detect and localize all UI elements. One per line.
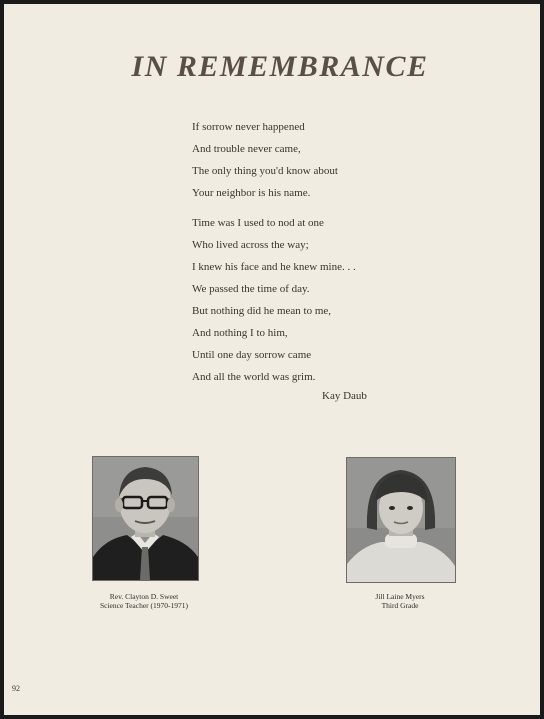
poem-line: Who lived across the way; [192, 239, 309, 251]
poem-line: And nothing I to him, [192, 327, 288, 339]
poem-author: Kay Daub [322, 390, 367, 402]
memorial-name: Rev. Clayton D. Sweet [109, 592, 179, 601]
poem-stanza [192, 212, 356, 388]
poem-line: Your neighbor is his name. [192, 187, 311, 199]
portrait-caption [74, 592, 214, 610]
poem-line: The only thing you'd know about [192, 165, 338, 177]
portrait-caption [330, 592, 470, 610]
poem [192, 116, 356, 388]
poem-line: I knew his face and he knew mine. . . [192, 261, 356, 273]
poem-line: And all the world was grim. [192, 371, 316, 383]
page-number: 92 [12, 684, 20, 693]
portrait-photo [92, 456, 199, 581]
poem-line: And trouble never came, [192, 143, 301, 155]
poem-line: We passed the time of day. [192, 283, 310, 295]
poem-line: If sorrow never happened [192, 121, 305, 133]
yearbook-page [4, 4, 540, 715]
memorial-name: Jill Laine Myers [375, 592, 425, 601]
poem-line: Time was I used to nod at one [192, 217, 324, 229]
poem-stanza [192, 116, 356, 204]
poem-line: Until one day sorrow came [192, 349, 312, 361]
poem-line: But nothing did he mean to me, [192, 305, 332, 317]
memorial-role: Third Grade [381, 601, 419, 610]
portrait-photo [346, 457, 456, 583]
memorial-role: Science Teacher (1970-1971) [99, 601, 189, 610]
page-title: IN REMEMBRANCE [131, 50, 429, 83]
